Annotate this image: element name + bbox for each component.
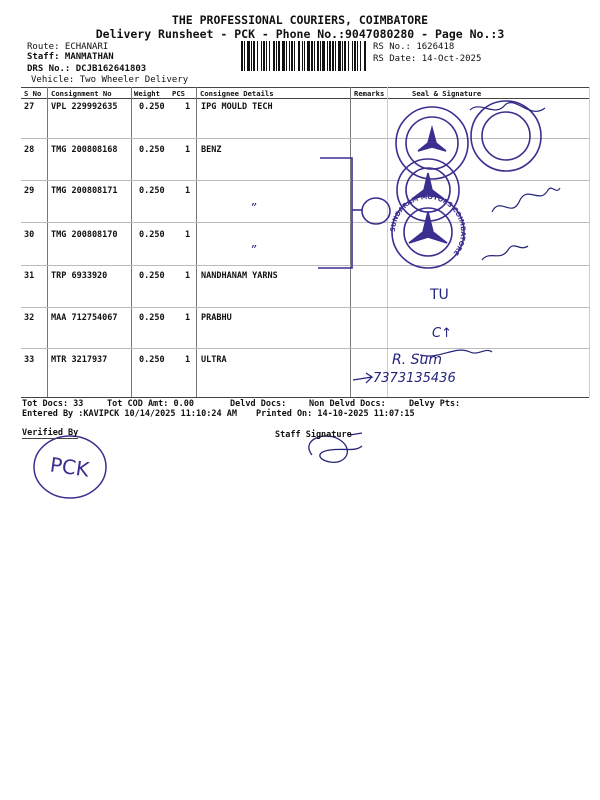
col-header-remarks: Remarks [354,89,385,98]
row-weight: 0.250 [139,355,165,365]
row-consignment-no: TMG 200808171 [51,186,118,196]
row-weight: 0.250 [139,271,165,281]
col-header-sno: S No [24,89,42,98]
col-header-weight: Weight [134,89,160,98]
row-consignee: NANDHANAM YARNS [201,271,278,281]
col-header-pcs: PCS [172,89,185,98]
col-header-consignment: Consignment No [51,89,112,98]
seal-ring-text: SUNDARAM MOTORS COIMBATORE [388,192,468,257]
delivered-docs: Delvd Docs: [230,399,287,409]
row-pcs: 1 [185,186,191,196]
non-delivered-docs: Non Delvd Docs: [309,399,386,409]
circle-mark [362,198,390,224]
row-consignment-no: MTR 3217937 [51,355,108,365]
row-sno: 31 [24,271,35,281]
delivery-points: Delvy Pts: [409,399,461,409]
row-pcs: 1 [185,355,191,365]
handwritten-cn: C↑ [432,326,452,341]
col-header-seal: Seal & Signature [412,89,482,98]
ditto-mark: ” [250,243,257,257]
receiver-phone: 7373135436 [373,371,456,386]
col-header-consignee: Consignee Details [200,89,274,98]
verified-stamp-text: PCK [48,452,91,482]
verified-by-line [22,438,78,439]
handwritten-tu: TU [430,287,449,303]
row-weight: 0.250 [139,313,165,323]
row-weight: 0.250 [139,186,165,196]
row-pcs: 1 [185,271,191,281]
total-cod-amount: Tot COD Amt: 0.00 [107,399,194,409]
row-consignee: PRABHU [201,313,232,323]
vehicle-label: Vehicle: Two Wheeler Delivery [31,75,189,85]
row-weight: 0.250 [139,102,165,112]
row-sno: 27 [24,102,35,112]
row-consignment-no: MAA 712754067 [51,313,118,323]
printed-on: Printed On: 14-10-2025 11:07:15 [256,409,415,419]
row-pcs: 1 [185,313,191,323]
receiver-name: R. Sum [392,352,443,368]
row-pcs: 1 [185,145,191,155]
drs-number: DRS No.: DCJB162641803 [27,64,147,74]
staff-label: Staff: MANMATHAN [27,52,114,62]
route-label: Route: ECHANARI [27,42,109,52]
row-weight: 0.250 [139,145,165,155]
company-title: THE PROFESSIONAL COURIERS, COIMBATORE [171,13,429,27]
ditto-mark: ” [250,201,257,215]
bracket-mark [318,158,352,268]
rs-number: RS No.: 1626418 [373,42,455,52]
row-consignee: ULTRA [201,355,227,365]
entered-by: Entered By :KAVIPCK 10/14/2025 11:10:24 AM [22,409,237,419]
row-pcs: 1 [185,230,191,240]
row-pcs: 1 [185,102,191,112]
row-sno: 29 [24,186,35,196]
runsheet-subtitle: Delivery Runsheet - PCK - Phone No.:9047080280 - Page No.:3 [95,27,505,41]
star-logo [409,212,447,243]
staff-signature-label: Staff Signature [275,430,352,440]
row-consignment-no: TMG 200808168 [51,145,118,155]
row-sno: 32 [24,313,35,323]
row-sno: 30 [24,230,35,240]
row-consignee: BENZ [201,145,222,155]
row-consignment-no: VPL 229992635 [51,102,118,112]
row-consignee: IPG MOULD TECH [201,102,273,112]
row-consignment-no: TMG 200808170 [51,230,118,240]
total-docs: Tot Docs: 33 [22,399,84,409]
row-weight: 0.250 [139,230,165,240]
row-sno: 28 [24,145,35,155]
row-consignment-no: TRP 6933920 [51,271,108,281]
row-sno: 33 [24,355,35,365]
signature-scribble [492,188,560,212]
rs-date: RS Date: 14-Oct-2025 [373,54,482,64]
verified-by-label: Verified By [22,428,79,438]
